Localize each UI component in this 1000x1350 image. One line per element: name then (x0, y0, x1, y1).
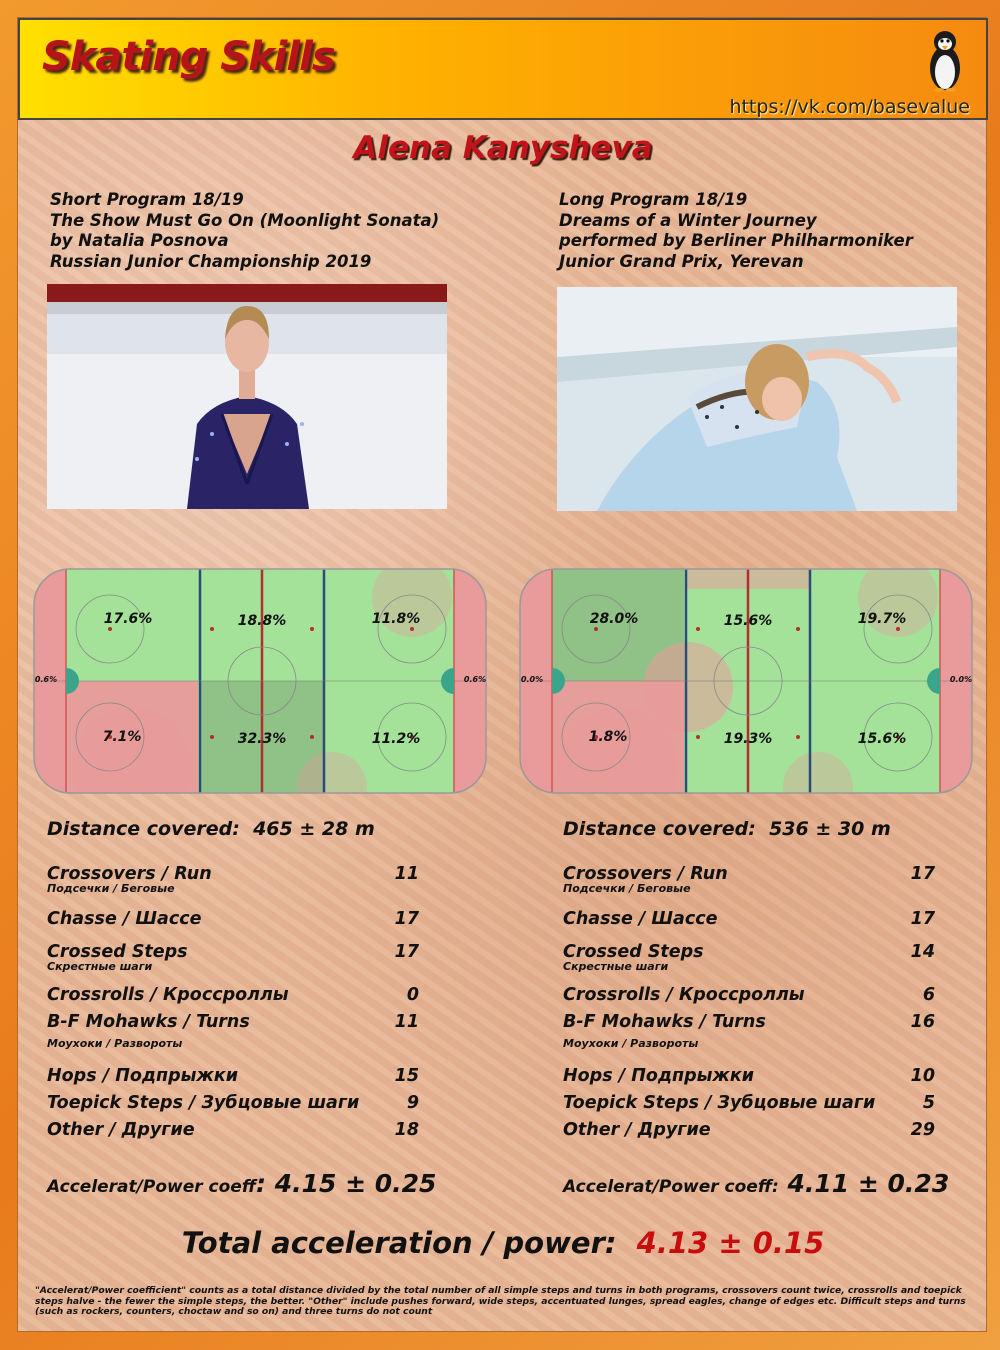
skater-name: Alena Kanysheva (353, 130, 653, 166)
stat-label: Hops / Подпрыжки (563, 1066, 754, 1086)
program-music: The Show Must Go On (Moonlight Sonata) (50, 210, 440, 230)
stat-value: 10 (910, 1066, 935, 1086)
stat-sublabel: Подсечки / Беговые (47, 882, 175, 895)
long-program-photo (557, 287, 957, 511)
program-artist: by Natalia Posnova (50, 231, 229, 250)
zone-percent-label: 0.6% (34, 675, 58, 684)
coeff-value: 4.15 ± 0.25 (274, 1169, 437, 1198)
stat-sublabel: Скрестные шаги (563, 960, 669, 973)
stat-value: 9 (406, 1093, 419, 1113)
vk-link[interactable]: https://vk.com/basevalue (729, 96, 970, 118)
footnote: "Accelerat/Power coefficient" counts as a total distance divided by the total number of all simple steps and turns in both programs, crossovers count twice, crossrolls and toepick steps halve - the fewer the simple steps, the better. "Other" include pushes forward, wide steps, accentuated lunges, spread eagles, change of edges etc. Difficult steps and turns (such as rockers, counters, choctaw and so on) and three turns do not count (35, 1285, 966, 1317)
zone-percent-label: 1.8% (588, 729, 628, 745)
stat-row (563, 909, 935, 929)
program-event: Junior Grand Prix, Yerevan (559, 251, 804, 271)
distance-label: Distance covered: (563, 818, 756, 840)
stat-row (563, 864, 935, 895)
stat-label: Toepick Steps / Зубцовые шаги (563, 1093, 876, 1113)
coeff-label: Accelerat/Power coeff: (563, 1177, 779, 1197)
zone-percent-label: 15.6% (723, 613, 773, 629)
stat-row (47, 909, 419, 929)
short-program-info (50, 190, 439, 272)
stat-sublabel: Моухоки / Развороты (47, 1037, 183, 1050)
stat-label: Crossovers / Run (563, 864, 728, 884)
program-music: Dreams of a Winter Journey (559, 210, 817, 230)
coeff-label: Accelerat/Power coeff (47, 1177, 256, 1197)
stat-value: 17 (394, 942, 419, 962)
stat-label: Crossrolls / Кроссроллы (563, 985, 805, 1005)
header-banner (18, 18, 988, 120)
long-program-rink-map (518, 567, 974, 795)
coeff-sep (779, 1169, 788, 1198)
stat-value: 16 (910, 1012, 935, 1032)
total-acceleration (18, 1226, 988, 1260)
stat-value: 17 (394, 909, 419, 929)
stat-row (47, 1093, 419, 1113)
stat-row (47, 1066, 419, 1086)
distance-value: 536 ± 30 m (769, 818, 891, 840)
stat-sublabel: Моухоки / Развороты (563, 1037, 699, 1050)
stat-value: 11 (394, 1012, 419, 1032)
short-coeff (47, 1169, 436, 1198)
total-value: 4.13 ± 0.15 (636, 1226, 825, 1260)
zone-percent-label: 7.1% (102, 729, 142, 745)
stat-label: Other / Другие (563, 1120, 711, 1140)
stat-row (563, 1093, 935, 1113)
zone-percent-label: 28.0% (589, 611, 639, 627)
zone-percent-label: 0.0% (949, 675, 973, 684)
stat-value: 11 (394, 864, 419, 884)
zone-percent-label: 19.3% (723, 731, 773, 747)
stat-row (563, 1066, 935, 1086)
stat-label: B-F Mohawks / Turns (563, 1012, 766, 1032)
stat-sublabel: Подсечки / Беговые (563, 882, 691, 895)
stat-row (47, 864, 419, 895)
stat-label: Chasse / Шассе (47, 909, 202, 929)
stat-label: Hops / Подпрыжки (47, 1066, 238, 1086)
stat-value: 5 (922, 1093, 935, 1113)
stat-value: 15 (394, 1066, 419, 1086)
zone-percent-label: 0.0% (520, 675, 544, 684)
stat-value: 18 (394, 1120, 419, 1140)
stat-row (563, 985, 935, 1005)
short-distance-covered (47, 818, 375, 840)
page-title: Skating Skills (42, 34, 335, 80)
distance-value: 465 ± 28 m (253, 818, 375, 840)
long-distance-covered (563, 818, 891, 840)
total-label: Total acceleration / power: (181, 1226, 617, 1260)
stat-row (47, 985, 419, 1005)
stat-value: 14 (910, 942, 935, 962)
zone-percent-label: 11.8% (371, 611, 421, 627)
penguin-logo-icon (926, 28, 964, 92)
stat-value: 29 (910, 1120, 935, 1140)
short-program-rink-map (32, 567, 488, 795)
zone-percent-label: 17.6% (103, 611, 153, 627)
stat-label: Crossed Steps (563, 942, 704, 962)
zone-percent-label: 0.6% (463, 675, 487, 684)
program-title: Long Program 18/19 (559, 190, 748, 209)
distance-label: Distance covered: (47, 818, 240, 840)
stat-label: Other / Другие (47, 1120, 195, 1140)
zone-percent-label: 32.3% (237, 731, 287, 747)
short-program-photo (47, 284, 447, 509)
stat-label: Toepick Steps / Зубцовые шаги (47, 1093, 360, 1113)
program-artist: performed by Berliner Philharmoniker (559, 231, 913, 250)
stat-row (563, 1120, 935, 1140)
stat-sublabel: Скрестные шаги (47, 960, 153, 973)
zone-percent-label: 19.7% (857, 611, 907, 627)
stat-label: Crossed Steps (47, 942, 188, 962)
long-coeff (563, 1169, 949, 1198)
coeff-value: 4.11 ± 0.23 (787, 1169, 950, 1198)
coeff-sep: : (255, 1169, 275, 1198)
program-event: Russian Junior Championship 2019 (50, 251, 372, 271)
stat-value: 6 (922, 985, 935, 1005)
zone-percent-label: 18.8% (237, 613, 287, 629)
zone-percent-label: 11.2% (371, 731, 421, 747)
stat-row (563, 942, 935, 973)
stat-label: Chasse / Шассе (563, 909, 718, 929)
page-frame (17, 17, 987, 1332)
stat-row (563, 1012, 935, 1050)
stat-label: Crossovers / Run (47, 864, 212, 884)
stat-label: B-F Mohawks / Turns (47, 1012, 250, 1032)
stat-row (47, 942, 419, 973)
stat-row (47, 1120, 419, 1140)
stat-value: 0 (406, 985, 419, 1005)
stat-value: 17 (910, 909, 935, 929)
stat-row (47, 1012, 419, 1050)
program-title: Short Program 18/19 (50, 190, 244, 209)
zone-percent-label: 15.6% (857, 731, 907, 747)
stat-label: Crossrolls / Кроссроллы (47, 985, 289, 1005)
stat-value: 17 (910, 864, 935, 884)
long-program-info (559, 190, 913, 272)
